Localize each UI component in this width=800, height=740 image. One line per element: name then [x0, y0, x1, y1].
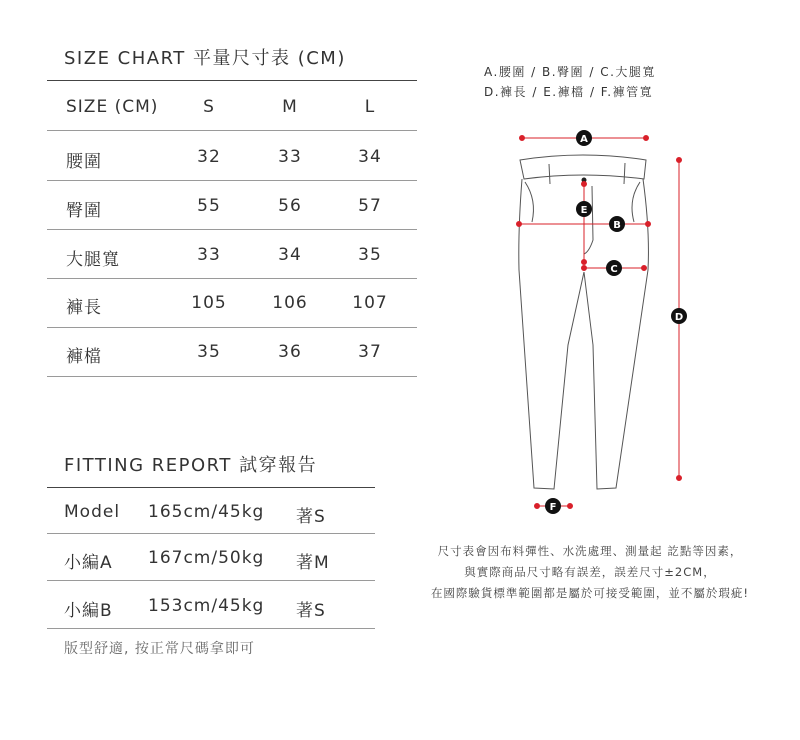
fitting-footnote: 版型舒適, 按正常尺碼拿即可	[64, 641, 255, 657]
fitter-measure: 153cm/45kg	[148, 596, 265, 616]
header-size-l: L	[364, 97, 376, 117]
cell-s: 35	[197, 342, 221, 362]
cell-m: 33	[278, 147, 302, 167]
cell-l: 37	[358, 342, 382, 362]
svg-text:A: A	[580, 134, 588, 145]
fitter-size: 著S	[296, 601, 326, 621]
fitter-size: 著M	[296, 553, 330, 573]
belt-loop-left	[549, 164, 550, 184]
fitter-name: 小編A	[64, 553, 113, 573]
fitter-name: 小編B	[64, 601, 113, 621]
marker-d	[671, 308, 687, 324]
cell-s: 55	[197, 196, 221, 216]
svg-text:F: F	[549, 502, 557, 513]
row-label: 臀圍	[66, 201, 102, 221]
waistband-shape	[520, 155, 646, 179]
row-label: 褲長	[66, 298, 102, 318]
dimension-point	[646, 222, 651, 227]
dimension-point	[677, 158, 682, 163]
cell-m: 56	[278, 196, 302, 216]
legend-line-2: D.褲長 / E.褲檔 / F.褲管寬	[484, 85, 654, 99]
fitting-report-title: FITTING REPORT 試穿報告	[64, 455, 318, 476]
row-label: 褲檔	[66, 347, 102, 367]
dimension-point	[535, 504, 540, 509]
dimension-point	[644, 136, 649, 141]
right-pocket	[632, 182, 640, 222]
svg-text:E: E	[580, 205, 588, 216]
dimension-point	[642, 266, 647, 271]
marker-c	[606, 260, 622, 276]
cell-m: 36	[278, 342, 302, 362]
left-pocket	[525, 182, 533, 222]
legend-line-1: A.腰圍 / B.臀圍 / C.大腿寬	[484, 65, 656, 79]
row-label: 腰圍	[66, 152, 102, 172]
disclaimer-line: 在國際驗貨標準範圍都是屬於可接受範圍，並不屬於瑕疵!	[430, 586, 750, 600]
marker-e	[576, 201, 592, 217]
disclaimer-line: 與實際商品尺寸略有誤差，誤差尺寸±2CM，	[464, 565, 716, 579]
svg-text:D: D	[674, 312, 684, 323]
dimension-point	[568, 504, 573, 509]
fitter-measure: 167cm/50kg	[148, 548, 265, 568]
cell-s: 33	[197, 245, 221, 265]
cell-s: 32	[197, 147, 221, 167]
cell-l: 35	[358, 245, 382, 265]
cell-l: 57	[358, 196, 382, 216]
fitter-name: Model	[64, 502, 121, 522]
disclaimer-line: 尺寸表會因布料彈性、水洗處理、測量起 訖點等因素，	[437, 544, 743, 558]
cell-l: 34	[358, 147, 382, 167]
fitter-size: 著S	[296, 507, 326, 527]
dimension-point	[677, 476, 682, 481]
fly-seam	[584, 186, 593, 254]
cell-m: 106	[272, 293, 308, 313]
dimension-point	[582, 182, 587, 187]
fitter-measure: 165cm/45kg	[148, 502, 265, 522]
row-label: 大腿寬	[66, 250, 120, 270]
size-chart-title: SIZE CHART 平量尺寸表 (CM)	[64, 48, 346, 69]
marker-f	[545, 498, 561, 514]
header-size-label: SIZE (CM)	[66, 97, 159, 117]
cell-m: 34	[278, 245, 302, 265]
header-size-s: S	[203, 97, 215, 117]
marker-a	[576, 130, 592, 146]
svg-text:C: C	[610, 264, 618, 275]
belt-loop-right	[624, 163, 625, 184]
disclaimer-text	[410, 541, 770, 604]
marker-b	[609, 216, 625, 232]
dimension-point	[582, 266, 587, 271]
dimension-point	[520, 136, 525, 141]
dimension-point	[582, 260, 587, 265]
dimension-point	[517, 222, 522, 227]
cell-l: 107	[352, 293, 388, 313]
cell-s: 105	[191, 293, 227, 313]
left-leg-outline	[519, 179, 584, 489]
svg-text:B: B	[613, 220, 621, 231]
header-size-m: M	[282, 97, 298, 117]
